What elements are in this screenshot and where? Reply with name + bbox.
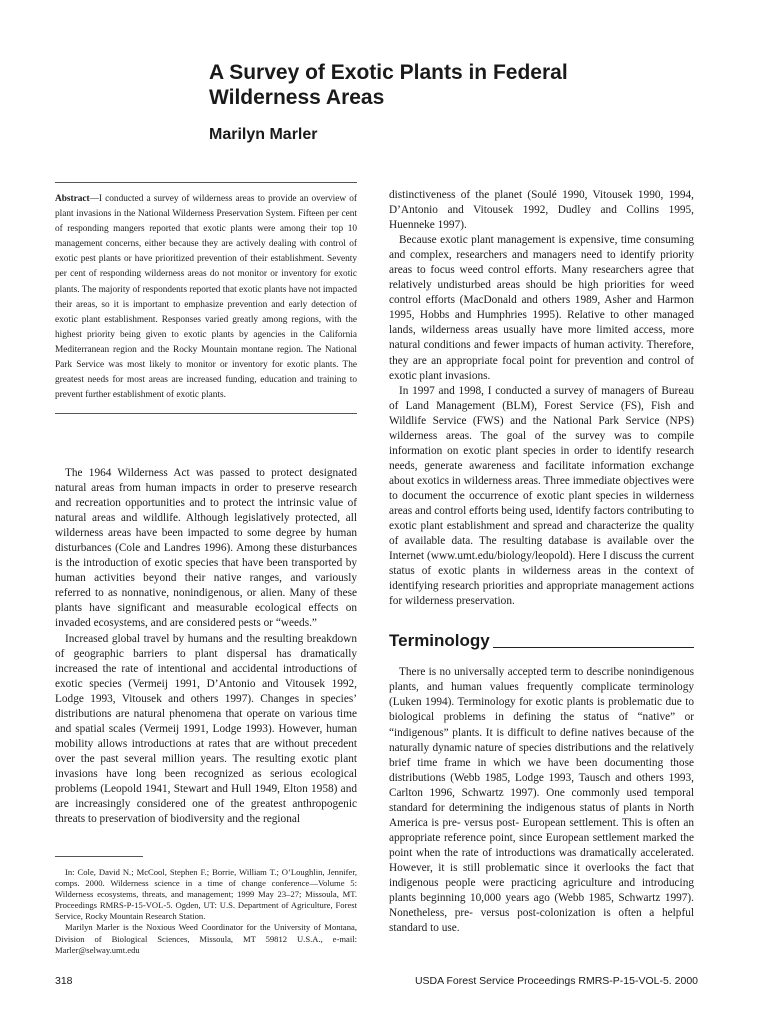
footnote-divider — [55, 856, 143, 857]
body-paragraph: There is no universally accepted term to describe nonindigenous plants, and human values frequently complicate terminology (Luken 1994). Terminology for exotic plants is problematic due to biological problems in defining the status of “native” or “indigenous” plants. It is difficult to define natives because of the naturally dynamic nature of species distributions and the relatively brief time frame in which we have been documenting those distributions (Webb 1985, Lodge 1993, Tausch and others 1993, Carlton 1996, Schwartz 1997). One commonly used temporal standard for determining the indigenous status of plants in North America is pre- versus post- European settlement. This is often an appropriate reference point, since European settlement marked the point when the rate of introductions was dramatically accelerated. However, it is still problematic since it overlooks the fact that indigenous people were practicing agriculture and introducing plants beginning 10,000 years ago (Webb 1985, Schwartz 1997). Nonetheless, pre- versus post-colonization is often a helpful standard to use. — [389, 666, 694, 935]
left-column-body — [55, 466, 357, 827]
footnote-citation: In: Cole, David N.; McCool, Stephen F.; Borrie, William T.; O’Loughlin, Jennifer, comps. 2000. Wilderness science in a time of change conference—Volume 5: Wilderness ecosystems, threats, and management; 1999 May 23–27; Missoula, MT. Proceedings RMRS-P-15-VOL-5. Ogden, UT: U.S. Department of Agriculture, Forest Service, Rocky Mountain Research Station. — [55, 867, 357, 922]
body-paragraph-continuation: distinctiveness of the planet (Soulé 1990, Vitousek 1990, 1994, D’Antonio and Vitousek 1992, Dudley and Collins 1995, Huenneke 1997). — [389, 189, 694, 232]
body-paragraph: The 1964 Wilderness Act was passed to protect designated natural areas from human impacts in order to preserve research and recreation opportunities and to protect the intrinsic value of natural areas and wildlife. Although legislatively protected, all wilderness areas have been impacted to some degree by human disturbances (Cole and Landres 1996). Among these disturbances is the introduction of exotic species that have been transported by human activities beyond their native ranges, and variously referred to as nonnative, nonindigenous, or alien. Many of these plants have significant and measurable ecological effects on invaded ecosystems, and are considered pests or “weeds.” — [55, 467, 357, 630]
paper-title: A Survey of Exotic Plants in Federal Wilderness Areas — [209, 61, 568, 109]
footnote-block — [55, 867, 357, 956]
section-heading-text: Terminology — [389, 631, 490, 651]
publication-footer: USDA Forest Service Proceedings RMRS-P-15-VOL-5. 2000 — [414, 975, 698, 987]
page-number: 318 — [55, 975, 73, 987]
body-paragraph: In 1997 and 1998, I conducted a survey of managers of Bureau of Land Management (BLM), Forest Service (FS), Fish and Wildlife Service (FWS) and the National Park Service (NPS) wilderness areas. The goal of the survey was to compile information on exotic plant species in order to identify research needs, generate awareness and facilitate information exchange about exotics in wilderness areas. Three immediate objectives were to document the occurrence of exotic plant species in wilderness areas and control efforts being used, identify factors contributing to exotic plant establishment and spread and characterize the quality of available data. The resulting database is available over the Internet (www.umt.edu/biology/leopold). Here I discuss the current status of exotic plants in wilderness areas in the context of identifying research priorities and appropriate management actions for wilderness preservation. — [389, 384, 694, 608]
right-column-body — [389, 188, 694, 936]
abstract-label: Abstract — [55, 194, 90, 204]
body-paragraph: Because exotic plant management is expensive, time consuming and complex, researchers and managers need to identify priority areas to focus weed control efforts. Many researchers agree that relatively undisturbed areas should be high priorities for weed control efforts (MacDonald and others 1989, Asher and Harmon 1995, Hobbs and Humphries 1995). Relative to other managed lands, wilderness areas usually have more limited access, more natural conditions and fewer impacts of human activity. Therefore, they are an appropriate focal point for prevention and control of exotic plant invasions. — [389, 234, 694, 382]
abstract-text: —I conducted a survey of wilderness areas to provide an overview of plant invasions in the National Wilderness Preservation System. Fifteen per cent of responding mangers reported that exotic plants were among their top 10 management concerns, either because they are actively dealing with control of exotic pest plants or have prioritized prevention of their establishment. Seventy per cent of responding wilderness areas do not monitor or inventory for exotic plants. The majority of respondents reported that exotic plants have not impacted their areas, so it is important to emphasize prevention and early detection of exotic plant establishment. Responses varied greatly among regions, with the highest priority being given to exotic plants by agencies in the California Mediterranean region and the Rocky Mountain montane region. The National Park Service was most likely to monitor or inventory for exotic plants. The greatest needs for most areas are increased funding, education and training to prevent further establishment of exotic plants. — [55, 194, 357, 401]
author-name: Marilyn Marler — [209, 126, 318, 143]
heading-rule — [493, 647, 694, 648]
abstract-block — [55, 182, 357, 414]
section-heading-terminology — [389, 631, 694, 651]
body-paragraph: Increased global travel by humans and the resulting breakdown of geographic barriers to plant dispersal has dramatically increased the rate of intentional and accidental introductions of exotic species (Vermeij 1991, D’Antonio and Vitousek 1992, Lodge 1993, Vitousek and others 1997). Changes in species’ distributions are natural phenomena that operate on various time and spatial scales (Vermeij 1991, Lodge 1993). However, human mobility allows introductions at rates that are without precedent over the past several million years. The resulting exotic plant invasions have long been recognized as serious ecological problems (Leopold 1941, Stewart and Hull 1949, Elton 1958) and are increasingly considered one of the greatest anthropogenic threats to preservation of biodiversity and the regional — [55, 632, 357, 826]
footnote-author-info: Marilyn Marler is the Noxious Weed Coordinator for the University of Montana, Division of Biological Sciences, Missoula, MT 59812 U.S.A., e-mail: Marler@selway.umt.edu — [55, 922, 357, 955]
